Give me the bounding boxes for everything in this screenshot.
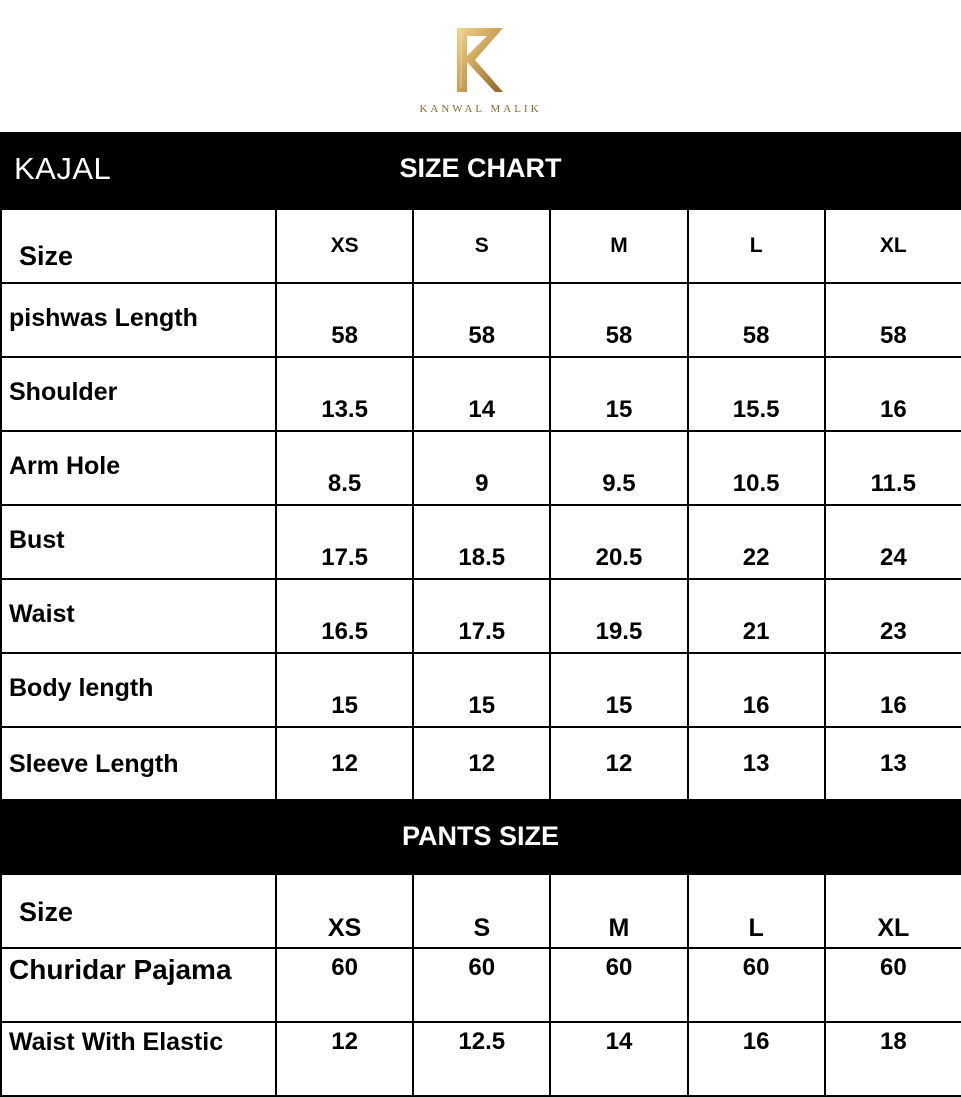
table-cell: 20.5 [550, 505, 687, 579]
table-cell: 8.5 [276, 431, 413, 505]
table-cell: 12 [276, 727, 413, 801]
table-cell: 16 [688, 1022, 825, 1096]
table-cell: 12 [550, 727, 687, 801]
row-label: Shoulder [1, 357, 276, 431]
brand-logo [0, 0, 961, 132]
table-row [1, 579, 961, 653]
table-cell: 17.5 [413, 579, 550, 653]
table-cell: 16.5 [276, 579, 413, 653]
table-cell: 60 [688, 948, 825, 1022]
size-s-header: S [413, 209, 550, 283]
row-label: Sleeve Length [1, 727, 276, 801]
table-cell: 60 [413, 948, 550, 1022]
table-cell: 16 [825, 653, 961, 727]
table-cell: 13.5 [276, 357, 413, 431]
table-cell: 58 [688, 283, 825, 357]
table-cell: 18.5 [413, 505, 550, 579]
table-cell: 60 [550, 948, 687, 1022]
table-cell: 14 [413, 357, 550, 431]
size-l-header: L [688, 209, 825, 283]
table-row [1, 727, 961, 801]
table-cell: 21 [688, 579, 825, 653]
row-label: pishwas Length [1, 283, 276, 357]
table-cell: 9.5 [550, 431, 687, 505]
table-cell: 18 [825, 1022, 961, 1096]
row-label: Bust [1, 505, 276, 579]
table-cell: 19.5 [550, 579, 687, 653]
table-cell: 24 [825, 505, 961, 579]
table-cell: 13 [688, 727, 825, 801]
table-cell: 12.5 [413, 1022, 550, 1096]
table-cell: 11.5 [825, 431, 961, 505]
pants-size-header-row [1, 874, 961, 948]
table-row [1, 1022, 961, 1096]
table-cell: 22 [688, 505, 825, 579]
table-cell: 10.5 [688, 431, 825, 505]
size-xl-header: XL [825, 209, 961, 283]
table-cell: 15 [550, 357, 687, 431]
table-cell: 58 [550, 283, 687, 357]
row-label: Body length [1, 653, 276, 727]
table-row [1, 357, 961, 431]
pants-size-l-header: L [688, 874, 825, 948]
pants-size-m-header: M [550, 874, 687, 948]
table-cell: 15 [550, 653, 687, 727]
row-label: Arm Hole [1, 431, 276, 505]
row-label: Waist [1, 579, 276, 653]
size-chart-title: SIZE CHART [399, 153, 562, 183]
kanwal-malik-monogram-icon [455, 26, 505, 96]
size-header-row [1, 209, 961, 283]
table-cell: 16 [825, 357, 961, 431]
pants-size-title: PANTS SIZE [401, 821, 560, 851]
pants-size-header-bar [0, 799, 961, 874]
pants-size-header-label: Size [1, 874, 276, 948]
table-cell: 12 [276, 1022, 413, 1096]
table-cell: 58 [276, 283, 413, 357]
table-cell: 23 [825, 579, 961, 653]
table-cell: 13 [825, 727, 961, 801]
table-cell: 15 [413, 653, 550, 727]
table-cell: 60 [825, 948, 961, 1022]
product-name: KAJAL [14, 151, 112, 186]
table-row [1, 653, 961, 727]
table-row [1, 283, 961, 357]
size-m-header: M [550, 209, 687, 283]
table-cell: 14 [550, 1022, 687, 1096]
table-cell: 15 [276, 653, 413, 727]
pants-size-xl-header: XL [825, 874, 961, 948]
size-chart-header-bar [0, 132, 961, 209]
table-cell: 9 [413, 431, 550, 505]
pants-size-xs-header: XS [276, 874, 413, 948]
table-cell: 15.5 [688, 357, 825, 431]
brand-name: KANWAL MALIK [419, 103, 542, 115]
pants-size-table [0, 873, 961, 1097]
table-cell: 12 [413, 727, 550, 801]
table-cell: 17.5 [276, 505, 413, 579]
size-chart-table [0, 208, 961, 802]
pants-size-s-header: S [413, 874, 550, 948]
row-label: Churidar Pajama [1, 948, 276, 1022]
table-cell: 60 [276, 948, 413, 1022]
table-row [1, 431, 961, 505]
table-row [1, 948, 961, 1022]
table-row [1, 505, 961, 579]
table-cell: 58 [413, 283, 550, 357]
size-header-label: Size [1, 209, 276, 283]
table-cell: 16 [688, 653, 825, 727]
size-xs-header: XS [276, 209, 413, 283]
row-label: Waist With Elastic [1, 1022, 276, 1096]
table-cell: 58 [825, 283, 961, 357]
